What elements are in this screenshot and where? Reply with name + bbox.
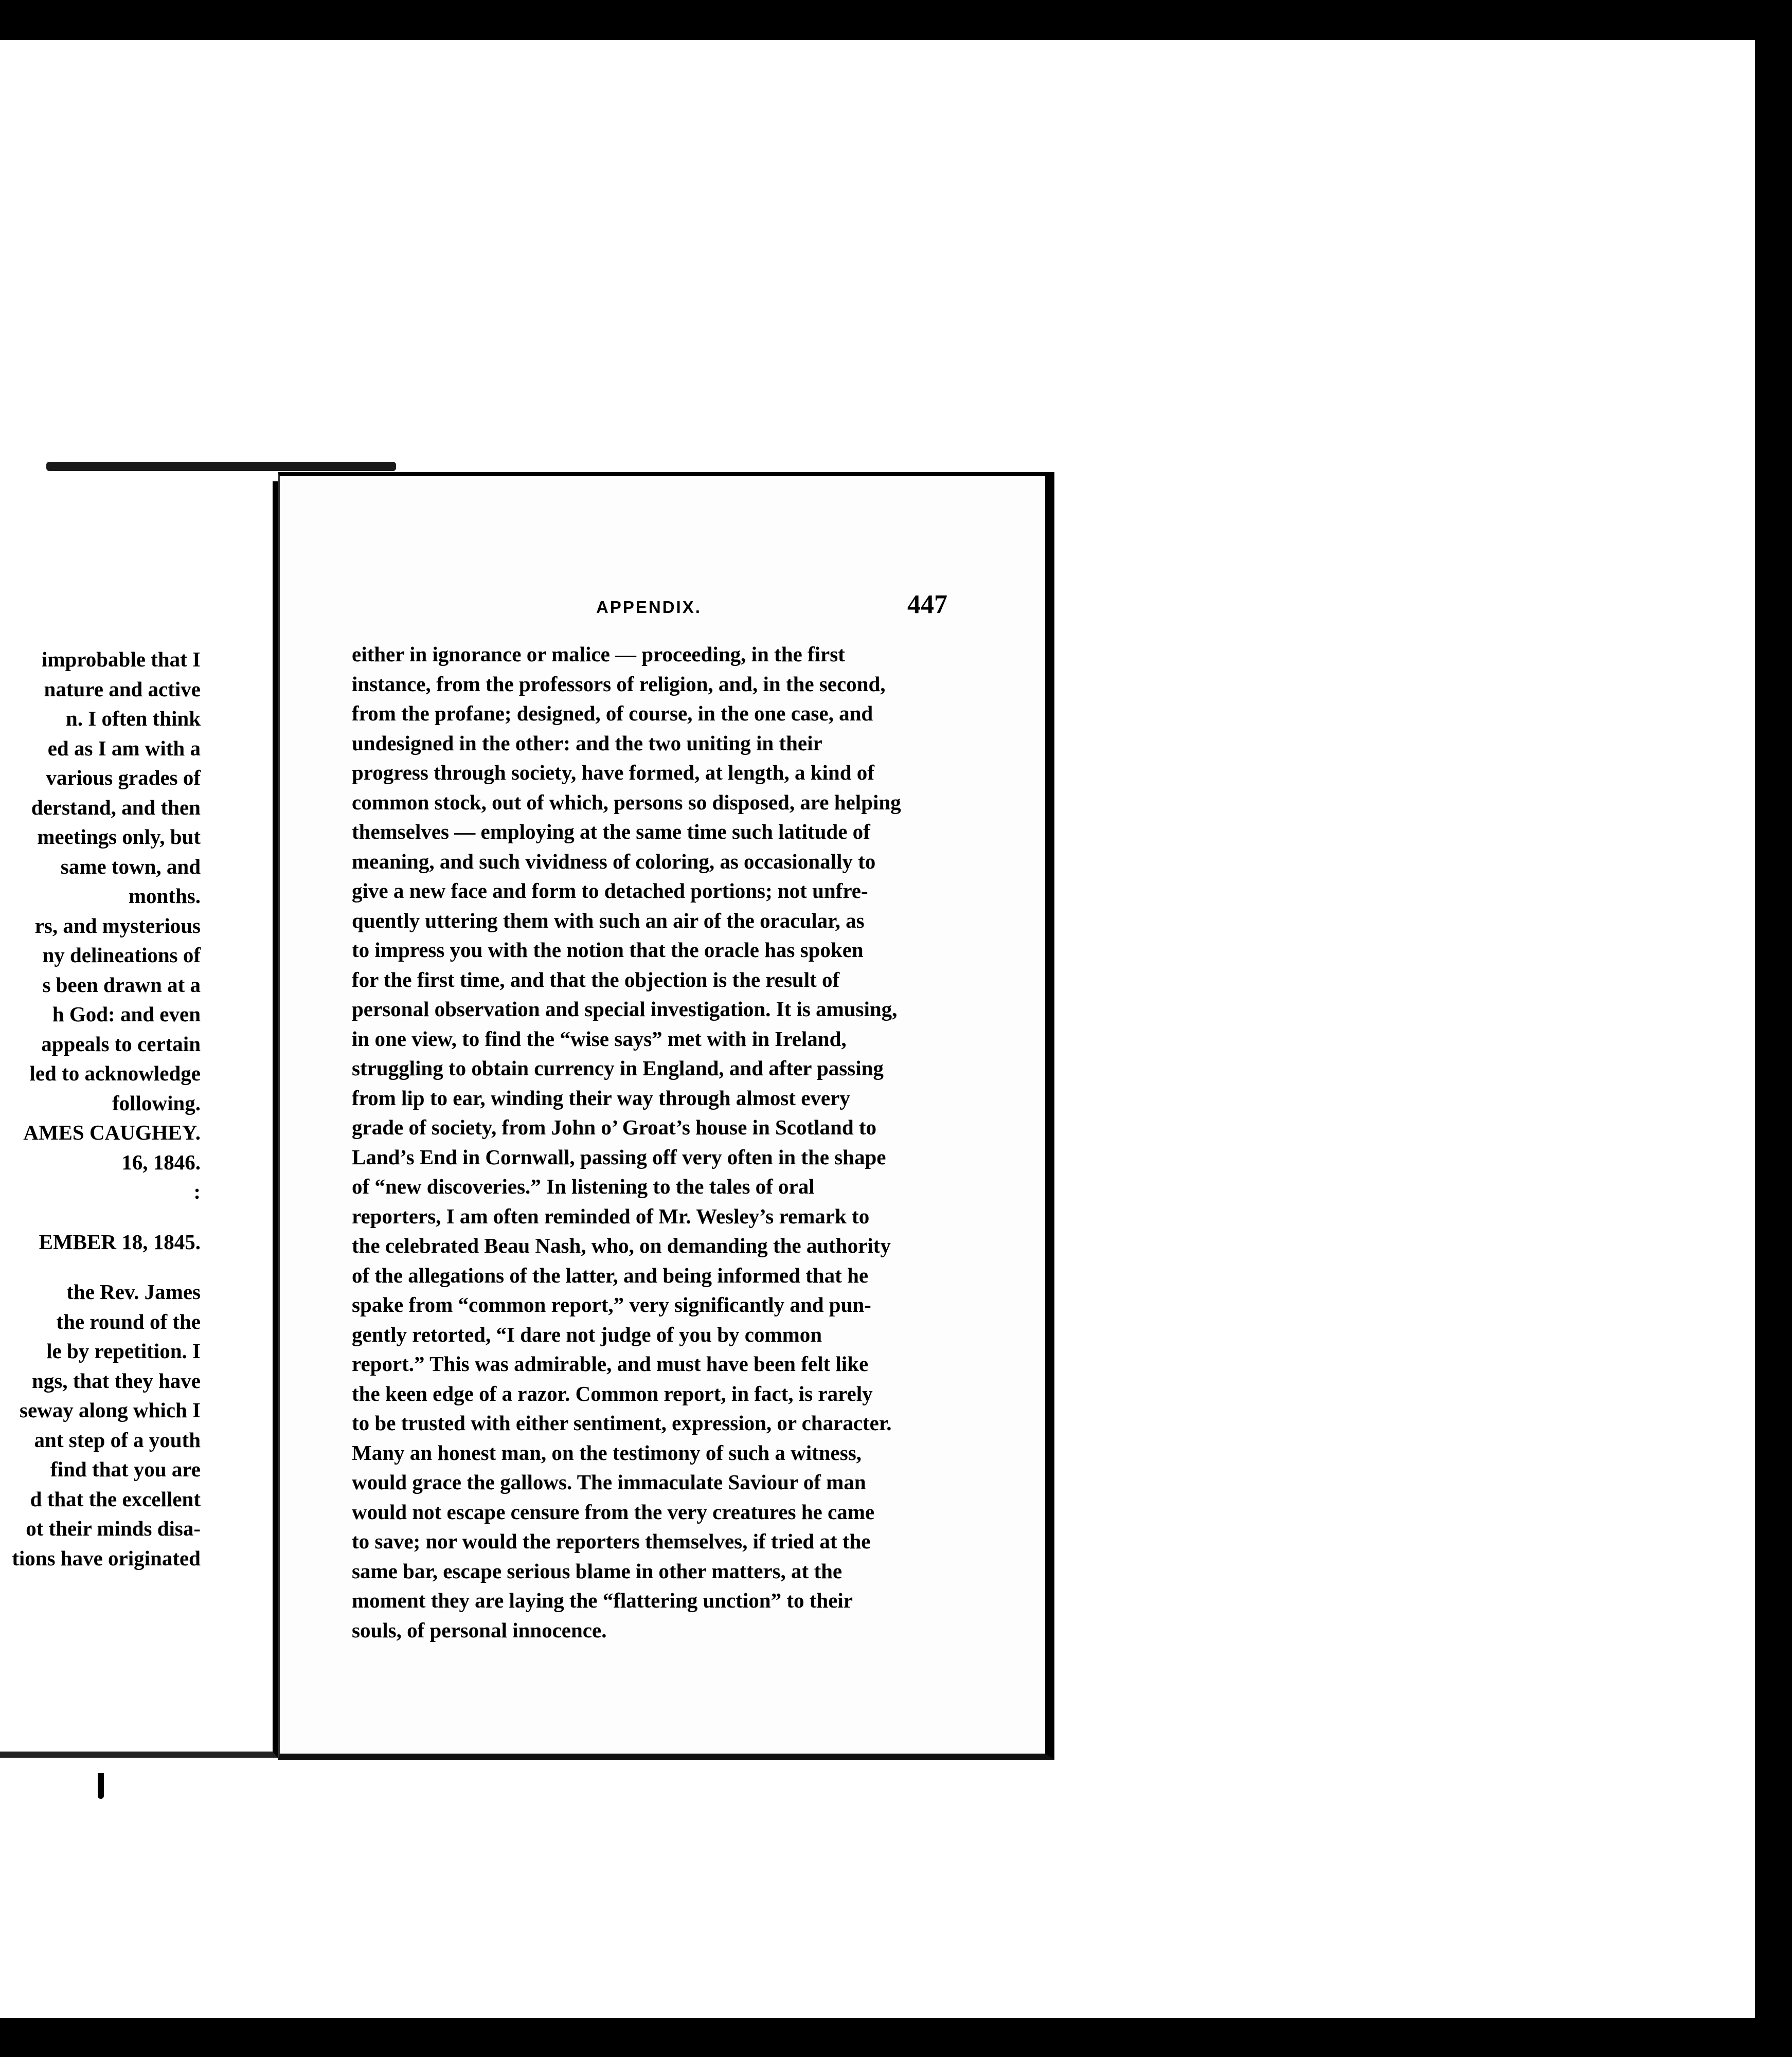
paper-sheet: [0, 40, 1755, 2018]
text-line: from the profane; designed, of course, in the one case, and: [352, 701, 873, 725]
left-text-line: ny delineations of: [42, 943, 201, 967]
left-text-line: 16, 1846.: [121, 1150, 201, 1174]
text-line: meaning, and such vividness of coloring, as occasionally to: [352, 849, 876, 873]
text-line: to impress you with the notion that the oracle has spoken: [352, 938, 864, 962]
left-text-line: seway along which I: [20, 1398, 201, 1422]
left-text-line: find that you are: [50, 1457, 201, 1481]
left-text-line: ot their minds disa-: [26, 1517, 201, 1540]
left-page: [0, 481, 278, 1758]
text-line: would not escape censure from the very creatures he came: [352, 1500, 875, 1524]
left-text-line: d that the excellent: [30, 1487, 201, 1511]
left-text-line: AMES CAUGHEY.: [23, 1121, 201, 1144]
text-line: to save; nor would the reporters themselves, if tried at the: [352, 1529, 871, 1553]
text-line: common stock, out of which, persons so disposed, are helping: [352, 790, 901, 814]
text-line: give a new face and form to detached portions; not unfre-: [352, 879, 868, 903]
text-line: to be trusted with either sentiment, expression, or character.: [352, 1411, 892, 1435]
text-line: reporters, I am often reminded of Mr. Wesley’s remark to: [352, 1204, 870, 1228]
left-text-line: improbable that I: [41, 647, 201, 671]
text-line: quently uttering them with such an air of the oracular, as: [352, 908, 865, 932]
text-line: personal observation and special investigation. It is amusing,: [352, 997, 898, 1021]
text-line: would grace the gallows. The immaculate Saviour of man: [352, 1470, 866, 1494]
text-line: souls, of personal innocence.: [352, 1618, 607, 1642]
left-text-line: the round of the: [56, 1309, 201, 1333]
header-title: APPENDIX.: [596, 598, 702, 617]
text-line: instance, from the professors of religion, and, in the second,: [352, 672, 886, 696]
body-text: [352, 640, 948, 1645]
text-line: undesigned in the other: and the two uniting in their: [352, 731, 822, 755]
text-line: grade of society, from John o’ Groat’s house in Scotland to: [352, 1115, 877, 1139]
text-line: progress through society, have formed, at length, a kind of: [352, 761, 874, 784]
left-text-line: [0, 1257, 267, 1277]
running-head: [280, 589, 1041, 620]
text-line: report.” This was admirable, and must have been felt like: [352, 1352, 869, 1376]
text-line: the keen edge of a razor. Common report, in fact, is rarely: [352, 1381, 873, 1405]
text-line: same bar, escape serious blame in other matters, at the: [352, 1559, 843, 1583]
left-text-line: nature and active: [44, 677, 201, 701]
text-line: themselves — employing at the same time such latitude of: [352, 820, 870, 843]
left-text-line: following.: [112, 1091, 201, 1115]
left-text-line: led to acknowledge: [29, 1061, 201, 1085]
page-number: 447: [907, 590, 947, 619]
left-text-line: :: [193, 1180, 201, 1203]
text-line: either in ignorance or malice — proceeding, in the first: [352, 642, 845, 666]
left-text-line: ed as I am with a: [47, 736, 201, 760]
left-text-line: meetings only, but: [37, 825, 201, 849]
text-line: of the allegations of the latter, and being informed that he: [352, 1263, 869, 1287]
text-line: from lip to ear, winding their way through almost every: [352, 1086, 850, 1110]
left-text-line: ant step of a youth: [34, 1428, 201, 1452]
right-page: [278, 472, 1054, 1760]
book-spread: [0, 462, 1054, 1794]
text-line: spake from “common report,” very significantly and pun-: [352, 1293, 871, 1316]
left-page-top-edge: [46, 462, 396, 471]
left-page-text: [0, 645, 267, 1573]
text-line: in one view, to find the “wise says” met with in Ireland,: [352, 1026, 847, 1051]
left-text-line: le by repetition. I: [46, 1339, 201, 1363]
binding-tick-mark: [98, 1773, 104, 1799]
text-line: moment they are laying the “flattering unction” to their: [352, 1589, 853, 1612]
left-text-line: tions have originated: [12, 1546, 201, 1570]
left-text-line: ngs, that they have: [31, 1368, 201, 1393]
left-text-line: n. I often think: [65, 707, 201, 730]
left-text-line: s been drawn at a: [42, 972, 201, 997]
text-line: gently retorted, “I dare not judge of you by common: [352, 1322, 822, 1346]
left-text-line: rs, and mysterious: [34, 913, 201, 937]
left-text-line: [0, 1207, 267, 1228]
left-text-line: the Rev. James: [66, 1280, 201, 1304]
text-line: for the first time, and that the objection is the result of: [352, 967, 840, 991]
text-line: struggling to obtain currency in England, and after passing: [352, 1056, 884, 1080]
left-text-line: derstand, and then: [31, 795, 201, 819]
left-text-line: same town, and: [60, 854, 201, 878]
text-line: the celebrated Beau Nash, who, on demanding the authority: [352, 1234, 891, 1257]
text-line: of “new discoveries.” In listening to the tales of oral: [352, 1175, 815, 1198]
left-text-line: appeals to certain: [41, 1032, 201, 1056]
left-text-line: months.: [128, 884, 201, 908]
left-text-line: various grades of: [46, 766, 201, 789]
left-text-line: EMBER 18, 1845.: [39, 1230, 201, 1254]
text-line: Land’s End in Cornwall, passing off very often in the shape: [352, 1145, 886, 1169]
text-line: Many an honest man, on the testimony of such a witness,: [352, 1440, 862, 1465]
left-text-line: h God: and even: [52, 1002, 201, 1026]
